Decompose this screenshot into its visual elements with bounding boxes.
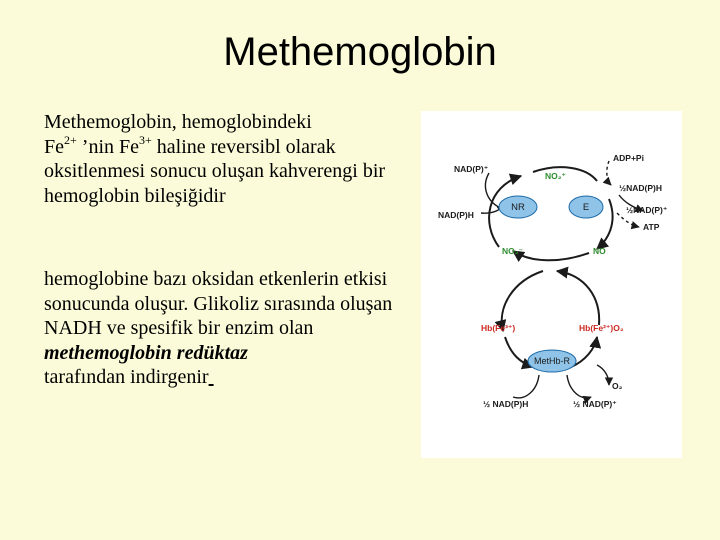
label-methb-r: MetHb-R	[533, 356, 571, 366]
definition-paragraph	[44, 110, 394, 208]
paragraph2-text-1: hemoglobine bazı oksidan etkenlerin etkisi sonucunda oluşur. Glikoliz sırasında oluşan NADH ve spesifik bir enzim olan	[44, 268, 393, 339]
lower-nadph-arrow	[513, 375, 539, 398]
label-no2-minus: NO₂⁻	[502, 246, 524, 256]
lower-cycle-upper-left-arc	[502, 271, 543, 331]
label-half-nadph-bottom: ½ NAD(P)H	[483, 399, 529, 409]
label-atp: ATP	[643, 222, 660, 232]
underline-space	[209, 366, 214, 388]
atp-dashed-arrow	[617, 213, 639, 227]
cycle-svg	[421, 111, 682, 458]
paragraph1-text-1: hemoglobindeki	[176, 111, 312, 133]
label-e: E	[582, 202, 590, 213]
label-half-nadp-plus-bottom: ½ NAD(P)⁺	[573, 399, 617, 409]
o2-arrow	[597, 365, 609, 385]
label-no2-plus: NO₂⁺	[545, 171, 567, 181]
enzyme-name: methemoglobin redüktaz	[44, 341, 248, 364]
lower-cycle-upper-right-arc	[557, 271, 599, 325]
slide-title: Methemoglobin	[223, 30, 497, 74]
term-bold: Methemoglobin,	[44, 111, 177, 133]
formation-paragraph	[44, 267, 394, 390]
label-half-nadp-plus-top: ½NAD(P)⁺	[626, 205, 668, 215]
label-hb-fe3: Hb(Fe³⁺)	[481, 323, 516, 333]
label-nadph: NAD(P)H	[438, 210, 474, 220]
methemoglobin-cycle-diagram	[421, 111, 682, 458]
label-nr: NR	[511, 202, 525, 213]
adp-dashed-arrow	[607, 161, 611, 185]
label-hb-fe2-o2: Hb(Fe²⁺)O₂	[579, 323, 624, 333]
paragraph1-text-2: Fe	[44, 135, 64, 158]
label-no: NO	[593, 246, 606, 256]
paragraph1-text-4: haline reversibl olarak oksitlenmesi sonucu oluşan kahverengi bir hemoglobin bileşiğidir	[44, 135, 386, 207]
lower-nadp-arrow	[567, 375, 591, 398]
paragraph1-text-3: ’nin Fe	[76, 135, 139, 158]
label-nadp-plus: NAD(P)⁺	[454, 164, 489, 174]
label-adp-pi: ADP+Pi	[613, 153, 644, 163]
upper-cycle-bottom-arc	[513, 251, 589, 260]
superscript-3plus: 3+	[139, 132, 152, 147]
label-o2: O₂	[612, 381, 623, 391]
label-half-nadph-top: ½NAD(P)H	[619, 183, 662, 193]
superscript-2plus: 2+	[64, 132, 77, 147]
paragraph2-text-2: tarafından indirgenir	[44, 366, 209, 388]
